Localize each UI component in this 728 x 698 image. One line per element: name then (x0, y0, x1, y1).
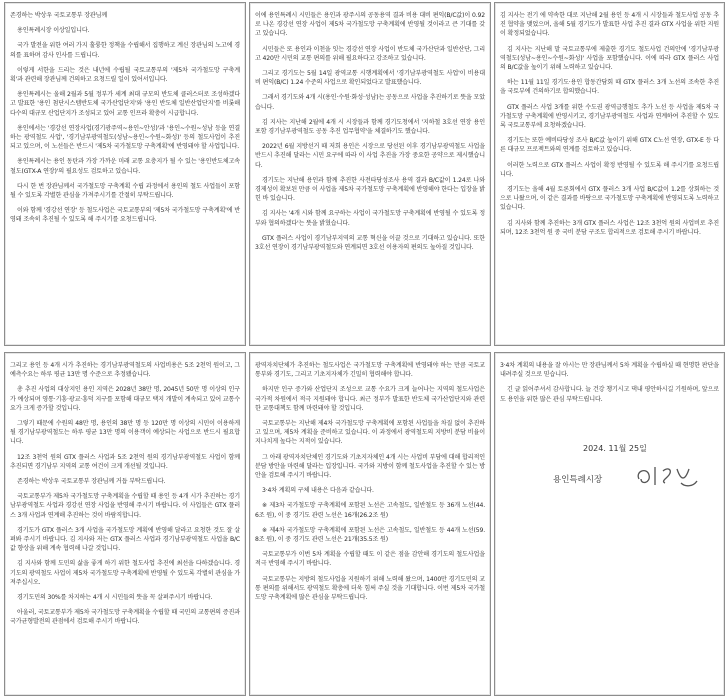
paragraph: 존경하는 박상우 국토교통부 장관님께 (10, 12, 108, 19)
paragraph: 광역자치단체가 추진하는 철도사업은 국가철도망 구축계획에 반영돼야 하는 만큼 국토교통부와 경기도, 그리고 기초지자체가 긴밀히 협력해야 합니다. (255, 362, 485, 379)
paragraph: 국토교통부는 지난해 제4차 국가철도망 구축계획에 포함된 사업들을 차질 없이 추진하고 있으며, 제5차 계획을 준비하고 있습니다. 이 과정에서 광역철도의 지방비 분담 비율이 지나치게 높다는 지적이 있습니다. (255, 420, 485, 446)
paragraph: 그렇기 때문에 수원의 48만 명, 용인의 38만 명 등 120만 명 이상의 시민이 이용하게 될 경기남부광역철도는 하루 평균 13만 명의 이용객이 예상되는 사업으로 반드시 필요합니다. (10, 420, 240, 446)
letter-page-6 (494, 352, 725, 696)
paragraph: 용인에서는 '경강선 연장사업(경기광주역~용인~안성)'과 '용인~수원~성남 등을 연결하는 광역철도 사업', '경기남부광역철도(성남~용인~수원~화성)' 등의 철도사업이 추진되고 있으며, 이 노선들은 반드시 '제5차 국가철도망 구축계획'에 반영돼야 할 사업입니다. (10, 124, 240, 151)
paragraph: 총 추진 사업의 대상지인 용인 지역은 2028년 38만 명, 2045년 50만 명 이상의 인구가 예상되며 영통·기흥·광교·흥덕 지구를 포함해 대규모 택지 개발이 계속되고 있어 교통수요가 크게 증가할 것입니다. (10, 386, 240, 412)
paragraph: 3·4차 계획의 구체 내용은 다음과 같습니다. (262, 487, 374, 495)
paragraph: 경기도가 GTX 플러스 3개 사업을 국가철도망 계획에 반영해 달라고 요청한 것도 잘 살펴봐 주시기 바랍니다. 김 지사와 저는 GTX 플러스 사업과 경기남부광역철도 사업을 B/C값 향상을 위해 계속 협력해 나갈 것입니다. (10, 526, 240, 553)
paragraph: GTX 플러스 사업 3개를 위한 수도권 광역급행철도 추가 노선 등 사업을 제5차 국가철도망 구축계획에 반영시키고, 경기남부광역철도 사업과 연계하여 추진할 수 있도록 국토교통부에 요청하겠습니다. (500, 103, 719, 130)
page-body (500, 11, 719, 337)
page-body (10, 11, 240, 337)
letter-page-2 (249, 2, 491, 346)
paragraph: 이와 함께 '경강선 연장' 등 철도사업은 국토교통부의 '제5차 국가철도망 구축계획'에 반영돼 조속히 추진될 수 있도록 해 주시기를 요청드립니다. (10, 207, 240, 224)
paragraph: ※ 제4차 국가철도망 구축계획에 포함된 노선은 고속철도, 일반철도 등 44개 노선(59.8조 원), 이 중 경기도 관련 노선은 21개(35.5조 원) (255, 526, 485, 544)
paragraph: 국토교통부가 제5차 국가철도망 구축계획을 수립할 때 용인 등 4개 시가 추진하는 경기남부광역철도 사업과 경강선 연장 사업을 반영해 주시기 바랍니다. 이 사업들은 GTX 플러스 3개 사업과 연계해 추진하는 것이 바람직합니다. (10, 493, 240, 519)
paragraph: 아울러, 국토교통부가 제5차 국가철도망 구축계획을 수립할 때 국민의 교통편의 증진과 국가균형발전의 관점에서 검토해 주시기 바랍니다. (10, 609, 240, 626)
letter-page-4 (4, 352, 246, 696)
page-body (255, 11, 485, 337)
letter-page-5 (249, 352, 491, 696)
paragraph: 12조 3천억 원의 GTX 플러스 사업과 5조 2천억 원의 경기남부광역철도 사업이 함께 추진되면 경기남부 지역의 교통 여건이 크게 개선될 것입니다. (10, 453, 240, 470)
paragraph: 경기도는 또한 예비타당성 조사 B/C값 높이기 위해 GTX C노선 연장, GTX-E 등 다른 대규모 프로젝트와의 연계를 검토하고 있습니다. (500, 137, 719, 154)
paragraph: GTX 플러스 사업이 경기남부지역의 교통 혁신을 이끌 것으로 기대하고 있습니다. 또한 3호선 연장이 경기남부광역철도와 연계되면 3호선 이용자의 편의도 높아질 것입니다. (255, 234, 485, 252)
page-body (255, 361, 485, 687)
signature (633, 461, 703, 491)
paragraph: 이러한 노력으로 GTX 플러스 사업이 확정 반영될 수 있도록 해 주시기를 요청드립니다. (500, 161, 719, 178)
paragraph: 그리고 경기도는 5월 14일 광역교통 시행계획에서 '경기남부광역철도 사업'이 비용대비 편익(B/C) 1.24 수준의 사업으로 확인되었다고 발표했습니다. (255, 70, 485, 87)
page-body (10, 361, 240, 687)
paragraph: 그리고 용인 등 4개 시가 추진하는 경기남부광역철도의 사업비용은 5조 2천억 원이고, 그 예측수요는 하루 평균 13만 명 수준으로 추정됐습니다. (10, 362, 240, 379)
letter-date: 2024. 11월 25일 (583, 444, 647, 453)
paragraph: 하는 11월 11일 경기도·용인 합동간담회 때 GTX 플러스 3개 노선의 조속한 추진을 국토부에 건의하기로 합의했습니다. (500, 79, 719, 96)
letter-page-1 (4, 2, 246, 346)
paragraph: 2022년 6월 지방선거 때 저희 용인은 시장으로 당선된 이후 경기남부광역철도 사업을 반드시 추진해 달라는 시민 요구에 따라 이 사업 추진을 가장 중요한 공약으로 제시했습니다. (255, 143, 485, 169)
paragraph: 3·4차 계획의 내용을 잘 아시는 만 장관님께서 5차 계획을 수립하실 때 현명한 판단을 내려주실 것으로 믿습니다. (500, 362, 719, 379)
paragraph: 존경하는 박상우 국토교통부 장관님께 거듭 부탁드립니다. (17, 478, 166, 486)
paragraph: 용인특례시는 올해 2월과 5월 정부가 세계 최대 규모의 반도체 클러스터로 조성하겠다고 발표한 '용인 첨단시스템반도체 국가산업단지'와 '용인 반도체 일반산업단지'를 비롯해 다수의 대규모 산업단지가 조성되고 있어 교통 인프라 확충이 시급합니다. (10, 91, 240, 117)
paragraph: 다시 한 번 장관님께서 국가철도망 구축계획 수립 과정에서 용인의 철도 사업들이 포함될 수 있도록 각별한 관심을 가져주시기를 간절히 부탁드립니다. (10, 182, 240, 200)
paragraph: 김 지사와 함께 추진하는 3개 GTX 플러스 사업은 12조 3천억 원의 사업비로 추진되며, 12조 3천억 원 중 국비 분담 구조도 합리적으로 검토해 주시기 바랍니다. (500, 219, 719, 236)
paragraph: 김 지사는 전기 에 약속한 대로 지난해 2월 용인 등 4개 시 시장들과 철도사업 공동 추진 협약을 맺었으며, 올해 5월 경기도가 발표한 사업 추진 결과 GTX 사업을 위한 지원이 확정되었습니다. (500, 12, 719, 38)
paragraph: 하지만 인구 증가와 산업단지 조성으로 교통 수요가 크게 늘어나는 지역의 철도사업은 국가적 차원에서 적극 지원돼야 합니다. 최근 정부가 발표한 반도체 국가산업단지와 관련한 교통대책도 함께 마련돼야 할 것입니다. (255, 386, 485, 412)
paragraph: 국토교통부가 이번 5차 계획을 수립할 때도 이 같은 점을 감안해 경기도의 철도사업을 적극 반영해 주시기 바랍니다. (255, 551, 485, 568)
paragraph: 용인특례시는 용인 동탄과 가장 가까운 미래 교통 요충지가 될 수 있는 '용인반도체고속철도(GTX-A 연장)'의 필요성도 검토하고 있습니다. (10, 158, 240, 175)
paragraph: 김 지사는 '4개 시와 함께 요구하는 사업이 국가철도망 구축계획에 반영될 수 있도록 정부와 협의하겠다'는 뜻을 밝혔습니다. (255, 210, 485, 227)
paragraph: 김 지사는 지난해 말 국토교통부에 제출한 경기도 철도사업 건의안에 '경기남부광역철도(성남~용인~수원~화성)' 사업을 포함했습니다. 이에 따라 GTX 플러스 사업의 B/C값을 높이기 위해 노력하고 있습니다. (500, 45, 719, 72)
paragraph: 이렇게 서한을 드리는 것은 내년에 수립될 국토교통부의 '제5차 국가철도망 구축계획'과 관련해 장관님께 건의하고 요청드릴 일이 있어서입니다. (10, 66, 240, 84)
paragraph: ※ 제3차 국가철도망 구축계획에 포함된 노선은 고속철도, 일반철도 등 36개 노선(44.6조 원), 이 중 경기도 관련 노선은 16개(26.2조 원) (255, 502, 485, 519)
letter-page-3 (494, 2, 725, 346)
paragraph: 경기도민의 30%를 차지하는 4개 시 시민들의 뜻을 꼭 살펴주시기 바랍니다. (17, 594, 213, 602)
paragraph: 국가 발전을 위한 여러 가지 훌륭한 정책을 수립해서 집행하고 계신 장관님의 노고에 경의를 표하며 감사 인사를 드립니다. (10, 42, 240, 59)
paragraph: 시민들은 또 용인과 이천을 잇는 경강선 연장 사업이 반도체 국가산단과 일반산단, 그리고 420만 시민의 교통 편의를 위해 필요하다고 강조하고 있습니다. (255, 45, 485, 62)
paragraph: 그래서 경기도와 4개 시(용인·수원·화성·성남)는 공동으로 사업을 추진하기로 뜻을 모았습니다. (255, 94, 485, 111)
paragraph: 경기도는 올해 4월 토론회에서 GTX 플러스 3개 사업 B/C값이 1.2를 상회하는 것으로 나왔으며, 이 같은 결과를 바탕으로 국가철도망 구축계획에 반영되도록 노력하고 있습니다. (500, 186, 719, 212)
paragraph: 국토교통부는 지방의 철도사업을 지원하기 위해 노력해 왔으며, 1400만 경기도민의 교통 편의를 위해서도 광역철도 확충에 더욱 힘써 주실 것을 기대합니다. 이번 제5차 국가철도망 구축계획에 많은 관심을 부탁드립니다. (255, 575, 485, 602)
paragraph: 그 아래 광역자치단체인 경기도와 기초지자체인 4개 시는 사업비 부담에 대해 합리적인 분담 방안을 마련해 달라는 입장입니다. 국가와 지방이 함께 철도사업을 추진할 수 있는 방안을 검토해 주시기 바랍니다. (255, 453, 485, 480)
paragraph: 김 지사와 함께 도민의 삶을 좋게 하기 위한 철도사업 추진에 최선을 다하겠습니다. 경기도의 광역철도 사업이 제5차 국가철도망 구축계획에 반영될 수 있도록 각별히 관심을 가져주십시오. (10, 560, 240, 586)
paragraph: 경기도는 지난해 용인과 함께 추진한 사전타당성조사 용역 결과 B/C값이 1.24로 나와 경제성이 확보된 만큼 이 사업을 제5차 국가철도망 구축계획에 반영해야 한다는 입장을 밝힌 바 있습니다. (255, 176, 485, 203)
paragraph: 이에 용인특례시 시민들은 용인과 광주시의 공동용역 결과 비용 대비 편익(B/C값)이 0.92로 나온 경강선 연장 사업이 제5차 국가철도망 구축계획에 반영될 것이라고 큰 기대를 갖고 있습니다. (255, 12, 485, 38)
paragraph: 김 지사는 지난해 2월에 4개 시 시장들과 함께 경기도청에서 '지하철 3호선 연장 용인 포함 경기남부광역철도 공동 추진 업무협약'을 체결하기도 했습니다. (255, 118, 485, 136)
sender-title: 용인특례시장 (553, 475, 603, 485)
paragraph: 긴 글 읽어주셔서 감사합니다. 늘 건강 챙기시고 댁내 평안하시길 기원하며, 앞으로도 용인을 위한 많은 관심 부탁드립니다. (500, 386, 719, 403)
paragraph: 용인특례시장 이상일입니다. (17, 27, 90, 35)
